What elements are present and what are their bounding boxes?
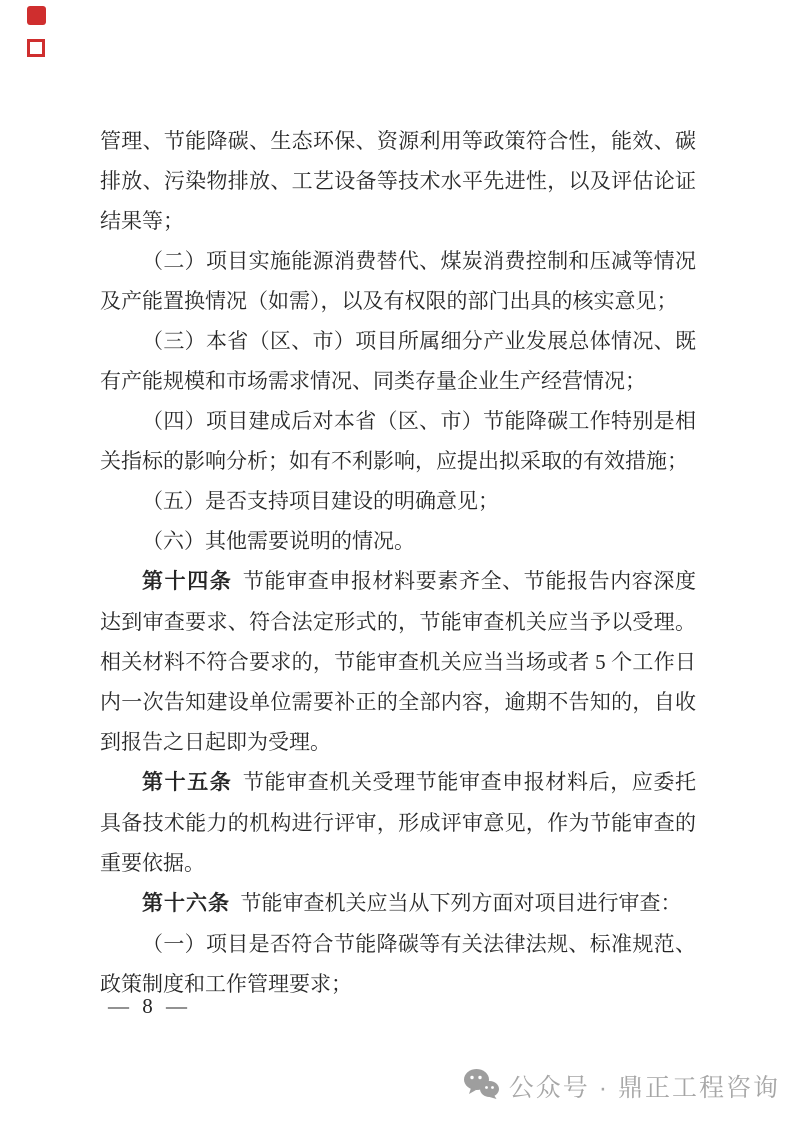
page-number: — 8 — — [108, 994, 191, 1018]
red-stamp-hollow-mark — [27, 39, 45, 57]
paragraph-text: 节能审查机关应当从下列方面对项目进行审查： — [240, 891, 682, 915]
paragraph-continuation — [100, 121, 696, 241]
paragraph-item-2 — [100, 241, 696, 321]
paragraph-text: （一）项目是否符合节能降碳等有关法律法规、标准规范、政策制度和工作管理要求； — [100, 932, 696, 996]
paragraph-text: （四）项目建成后对本省（区、市）节能降碳工作特别是相关指标的影响分析；如有不利影响，应提出拟采取的有效措施； — [100, 409, 696, 473]
paragraph-text: 管理、节能降碳、生态环保、资源利用等政策符合性，能效、碳排放、污染物排放、工艺设备等技术水平先进性，以及评估论证结果等； — [100, 129, 696, 233]
article-number-label: 第十四条 — [142, 570, 233, 593]
paragraph-item-3 — [100, 321, 696, 401]
paragraph-item-5 — [100, 481, 696, 521]
paragraph-item-6 — [100, 521, 696, 561]
watermark-footer — [463, 1068, 780, 1104]
red-stamp-solid-mark — [27, 6, 46, 25]
footer-account-label: 公众号 · 鼎正工程咨询 — [508, 1074, 780, 1102]
article-number-label: 第十五条 — [142, 771, 233, 794]
paragraph-text: （二）项目实施能源消费替代、煤炭消费控制和压减等情况及产能置换情况（如需），以及有权限的部门出具的核实意见； — [100, 249, 696, 313]
paragraph-item-4 — [100, 401, 696, 481]
paragraph-article-16 — [100, 883, 696, 924]
paragraph-article-14 — [100, 561, 696, 762]
wechat-icon — [463, 1068, 499, 1104]
paragraph-text: 节能审查机关受理节能审查申报材料后，应委托具备技术能力的机构进行评审，形成评审意见，作为节能审查的重要依据。 — [100, 770, 697, 875]
paragraph-text: 节能审查申报材料要素齐全、节能报告内容深度达到审查要求、符合法定形式的，节能审查机关应当予以受理。相关材料不符合要求的，节能审查机关应当当场或者 5 个工作日内一次告知建设单位需要补正的全部内容，逾期不告知的，自收到报告之日起即为受理。 — [100, 569, 697, 754]
paragraph-article-15 — [100, 762, 696, 883]
paragraph-text: （六）其他需要说明的情况。 — [142, 529, 415, 553]
paragraph-item-1 — [100, 924, 696, 1004]
paragraph-text: （三）本省（区、市）项目所属细分产业发展总体情况、既有产能规模和市场需求情况、同类存量企业生产经营情况； — [100, 329, 696, 393]
paragraph-text: （五）是否支持项目建设的明确意见； — [142, 489, 499, 513]
document-body — [100, 121, 696, 1004]
article-number-label: 第十六条 — [142, 892, 230, 915]
